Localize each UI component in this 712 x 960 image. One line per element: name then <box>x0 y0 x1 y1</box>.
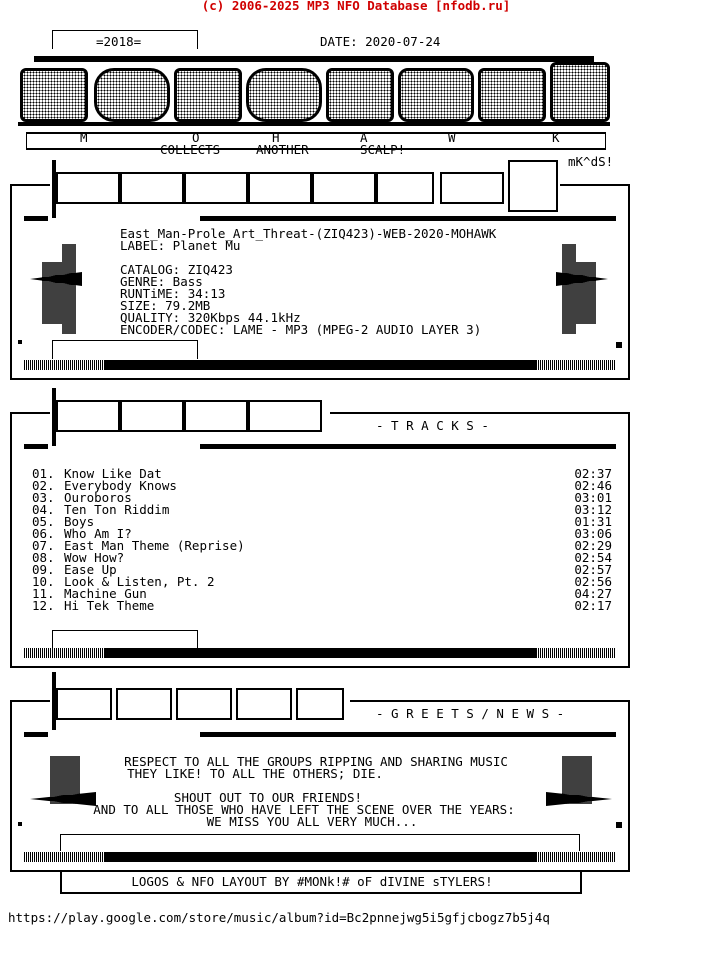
track-number: 01. <box>32 466 55 481</box>
tracks-bottom-bar-right <box>536 648 616 658</box>
track-title: Know Like Dat <box>64 466 162 481</box>
track-title: Hi Tek Theme <box>64 598 155 613</box>
track-duration: 02:46 <box>574 478 612 493</box>
track-number: 02. <box>32 478 55 493</box>
left-arrow-art <box>22 244 92 334</box>
greets-bottom-bar <box>104 852 536 862</box>
credits: LOGOS & NFO LAYOUT BY #MONk!# oF dIVINE sTYLERS! <box>131 874 493 889</box>
release-info-tab <box>52 340 198 359</box>
group-letter-w: W <box>448 130 456 145</box>
track-duration: 02:56 <box>574 574 612 589</box>
year-tag: =2018= <box>96 34 142 49</box>
track-title: Ouroboros <box>64 490 132 505</box>
group-letter-a: A <box>360 130 368 145</box>
tracks-tab <box>52 630 198 649</box>
track-number: 04. <box>32 502 55 517</box>
track-title: Machine Gun <box>64 586 147 601</box>
track-duration: 02:54 <box>574 550 612 565</box>
track-title: Ten Ton Riddim <box>64 502 170 517</box>
track-duration: 03:12 <box>574 502 612 517</box>
tagline-collects: COLLECTS <box>160 142 221 157</box>
tracks-bottom-bar <box>104 648 536 658</box>
track-number: 10. <box>32 574 55 589</box>
track-title: Look & Listen, Pt. 2 <box>64 574 215 589</box>
track-title: Boys <box>64 514 95 529</box>
release-bottom-bar-right <box>536 360 616 370</box>
track-number: 11. <box>32 586 55 601</box>
release-runtime: RUNTiME: 34:13 <box>120 286 226 301</box>
track-duration: 01:31 <box>574 514 612 529</box>
track-number: 12. <box>32 598 55 613</box>
release-encoder: ENCODER/CODEC: LAME - MP3 (MPEG-2 AUDIO LAYER 3) <box>120 322 482 337</box>
release-bottom-bar-left <box>24 360 104 370</box>
track-number: 05. <box>32 514 55 529</box>
greets-line-3: SHOUT OUT TO OUR FRIENDS! <box>173 790 363 805</box>
release-name: East_Man-Prole_Art_Threat-(ZIQ423)-WEB-2020-MOHAWK <box>120 226 497 241</box>
track-row <box>32 600 612 612</box>
tagline-another: ANOTHER <box>256 142 309 157</box>
track-duration: 02:29 <box>574 538 612 553</box>
greets-line-1: RESPECT TO ALL THE GROUPS RIPPING AND SHARING MUSIC <box>124 754 508 769</box>
tracks-heading: - T R A C K S - <box>376 418 489 433</box>
track-title: Who Am I? <box>64 526 132 541</box>
release-size: SIZE: 79.2MB <box>120 298 211 313</box>
track-title: East Man Theme (Reprise) <box>64 538 245 553</box>
copyright-line: (c) 2006-2025 MP3 NFO Database [nfodb.ru] <box>201 0 511 13</box>
track-duration: 04:27 <box>574 586 612 601</box>
track-number: 07. <box>32 538 55 553</box>
track-row <box>32 552 612 564</box>
track-duration: 03:06 <box>574 526 612 541</box>
track-duration: 02:37 <box>574 466 612 481</box>
group-letter-h: H <box>272 130 280 145</box>
release-quality: QUALITY: 320Kbps 44.1kHz <box>120 310 301 325</box>
track-number: 06. <box>32 526 55 541</box>
greets-line-5: WE MISS YOU ALL VERY MUCH... <box>206 814 418 829</box>
release-genre: GENRE: Bass <box>120 274 203 289</box>
greets-logo <box>50 672 350 728</box>
track-duration: 02:17 <box>574 598 612 613</box>
tracks-bottom-bar-left <box>24 648 104 658</box>
greets-heading: - G R E E T S / N E W S - <box>376 706 565 721</box>
mohawk-logo <box>14 52 614 128</box>
greets-bottom-bar-left <box>24 852 104 862</box>
release-catalog: CATALOG: ZIQ423 <box>120 262 233 277</box>
tagline-scalp: SCALP! <box>360 142 406 157</box>
group-letter-o: O <box>192 130 200 145</box>
track-title: Wow How? <box>64 550 125 565</box>
track-title: Ease Up <box>64 562 117 577</box>
track-number: 09. <box>32 562 55 577</box>
track-number: 03. <box>32 490 55 505</box>
track-row <box>32 504 612 516</box>
tracks-logo <box>50 388 330 444</box>
greets-line-4: AND TO ALL THOSE WHO HAVE LEFT THE SCENE OVER THE YEARS: <box>93 802 515 817</box>
right-arrow-art <box>546 244 616 334</box>
album-url[interactable]: https://play.google.com/store/music/album?id=Bc2pnnejwg5i5gfjcbogz7b5j4q <box>8 910 550 925</box>
group-letter-k: K <box>552 130 560 145</box>
group-letters-bar <box>26 132 606 150</box>
track-title: Everybody Knows <box>64 478 177 493</box>
release-info-logo <box>50 160 560 216</box>
release-bottom-bar <box>104 360 536 370</box>
greets-tab <box>60 834 580 851</box>
group-letter-m: M <box>80 130 88 145</box>
signature: mK^dS! <box>568 154 614 169</box>
release-label: LABEL: Planet Mu <box>120 238 241 253</box>
track-number: 08. <box>32 550 55 565</box>
greets-bottom-bar-right <box>536 852 616 862</box>
release-date: DATE: 2020-07-24 <box>320 34 441 49</box>
track-duration: 03:01 <box>574 490 612 505</box>
track-duration: 02:57 <box>574 562 612 577</box>
greets-line-2: THEY LIKE! TO ALL THE OTHERS; DIE. <box>127 766 383 781</box>
